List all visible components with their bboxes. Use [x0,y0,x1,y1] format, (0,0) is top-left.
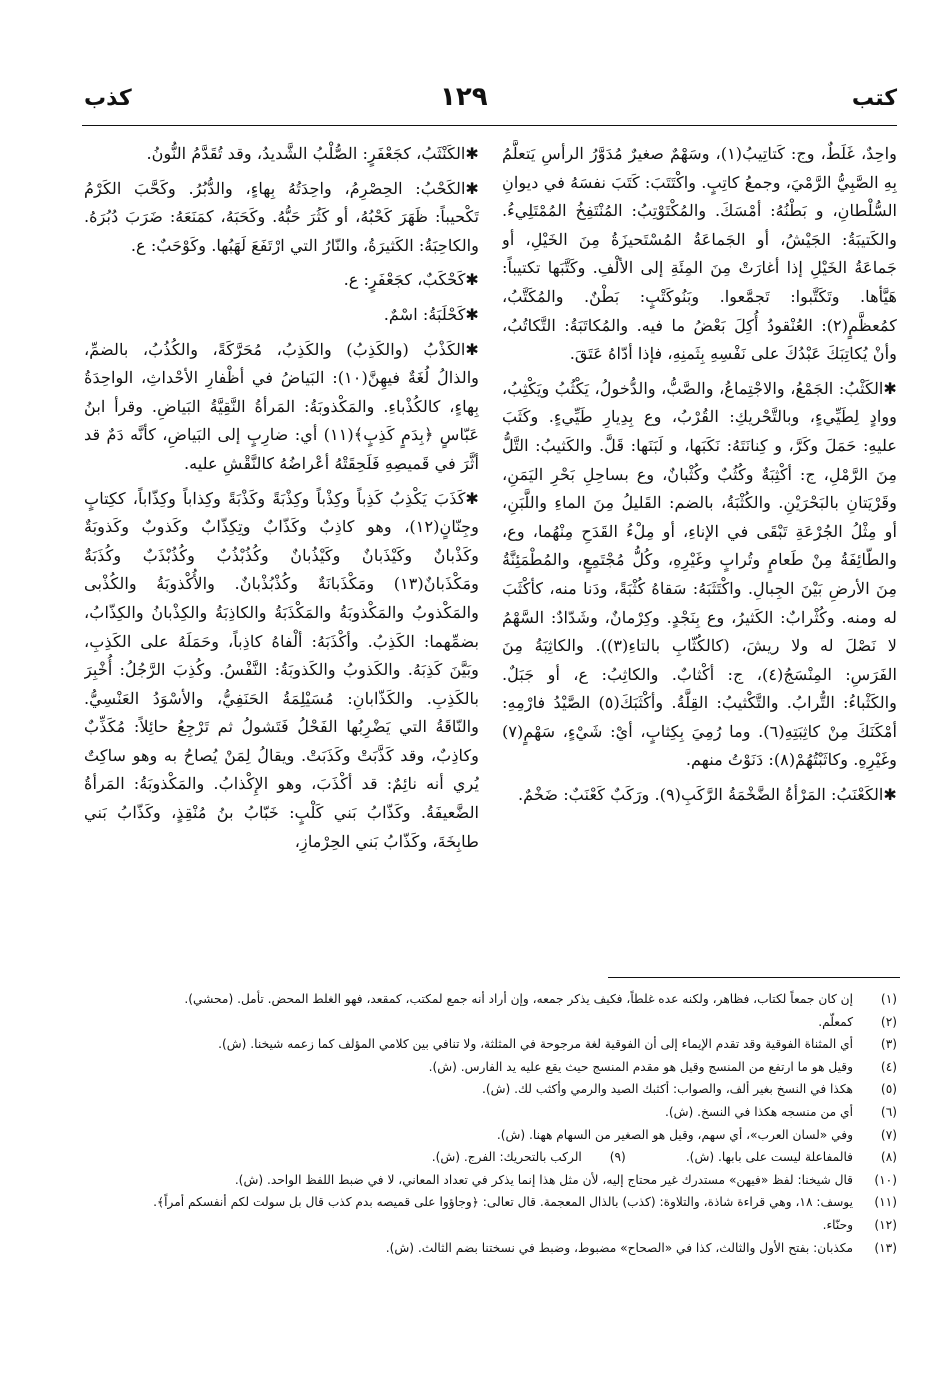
footnote-text: كمعلّم. [818,1014,853,1029]
footnote [84,1078,897,1101]
footnote-number: (٥) [880,1082,897,1097]
footnote-rule [608,977,900,978]
header-rule [82,125,897,126]
footnote-text: أي المثناة الفوقية وقد تقدم الإيماء إلى أن الفوقية لغة مرجوحة في المثلثة، ولا تنافي بين كلامي المؤلف كما زعمه شيخنا. (ش). [218,1037,853,1052]
footnote [84,1033,897,1056]
footnote-text: أي من منسجه هكذا في النسخ. (ش). [664,1104,853,1119]
footnote [84,1191,897,1214]
footnote-second [432,1146,626,1169]
entry-paragraph: ✱الكَنْثَبُ، كجَعْفَرٍ: الصُّلْبُ الشَّديدُ، وقد تُقَدَّمُ النُّونُ. [146,144,479,163]
footnote-text: وحنّاء. [822,1217,853,1232]
header-right-word: كتب [851,86,897,111]
footnote-number: (١٠) [874,1172,897,1187]
footnote-number: (٢) [880,1014,897,1029]
entry-paragraph: ✱الكَثْبُ: الجَمْعُ، والاجْتِماعُ، والصَّبُّ، والدُّخولُ، يَكْثُبُ ويَكْثِبُ، ووادٍ لِطَيِّيءٍ، وبالتَّحْريكِ: القُرْبُ، وع بِدِيارِ طَيِّيءٍ. وكَثَبَ عليهِ: حَمَلَ وكَرَّ، و كِنانَتَهُ: نَكَبَها، و لَبَنَها: قَلَّ. والكَثيبُ: التَّلُّ مِنَ الرَّمْلِ، ج: أكْثِبَةٌ وكُثُبٌ وكُثْبانٌ، وع بساحِلِ بَحْرِ اليَمَنِ، وقَرْيَتانِ بالبَحْرَيْنِ. والكُثْبَةُ، بالضم: القَليلُ مِنَ الماءِ واللَّبَنِ، أو مِثْلُ الجُرْعَةِ تَبْقَى في الإناءِ، أو مِلْءُ القَدَحِ مِنْهُما، وع، والطّائِفَةُ مِنْ طَعامٍ وتُرابٍ وغَيْرِهِ، وكُلُّ مُجْتَمِعٍ، والمُطْمَئِنَّةُ مِنَ الأرضِ بَيْنَ الجِبالِ. واكْتَثَبَهُ: سَقاهُ كُثْبَةً، ودَنا منه، كأكْثَبَ له ومنه. وكُثْرابٌ: الكَثيرُ، وع بِنَجْدٍ. وكِرْمانٌ، وشَدّادٌ: السَّهْمُ لا نَصْلَ له ولا ريشَ، (كالكُثّابِ بالتاءِ(٣)). والكاثِبَةُ مِنَ الفَرَسِ: المِنْسَجُ(٤)، ج: أكْثابٌ. والكاثِبُ: ع، أو جَبَلٌ. والكَثْباءُ: التُّرابُ. والتَّكْثيبُ: القِلَّةُ. وأكْثَبَكَ(٥) الصَّيْدُ فارْمِهِ: أمْكَنَكَ مِنْ كاثِبَتِهِ(٦). وما رُمِيَ بِكِثابٍ، أيْ: شَيْءٍ، سَهْمٍ(٧) وغَيْرِهِ. وكاثَبْتُهُمْ(٨): دَنَوْتُ منهم. [502,378,897,770]
footnote-text: يوسف: ١٨، وهي قراءة شاذة، والتلاوة: (كذب) بالذال المعجمة. قال تعالى: ﴿وجاؤوا على قميصه بدم كذب قال بل سولت لكم أنفسكم أمراً﴾. [153,1195,853,1210]
footnote [84,1011,897,1034]
footnote-text: الركب بالتحريك: الفرج. (ش). [431,1150,582,1165]
footnote [84,1237,897,1260]
footnote-number: (٨) [880,1150,897,1165]
footnote [84,1056,897,1079]
footnote-number: (٤) [880,1059,897,1074]
footnote-number: (٣) [880,1037,897,1052]
header-left-word: كذب [84,86,132,111]
footnote-number: (١٣) [874,1240,897,1255]
entry-paragraph: ✱كَذَبَ يَكْذِبُ كَذِباً وكِذْباً وكِذْبَةً وكَذْبَةً وكِذاباً وكِذّاباً، ككِتابٍ وجِنّانٍ(١٢)، وهو كاذِبٌ وكَذّابٌ وتِكِذّابٌ وكَذوبٌ وكَذوبَةٌ وكَذْبانٌ وكَيْذَبانٌ وكَيْذُبانٌ وكُذُبْذُبٌ وكُذُبْذَبٌ وكُذَبَةٌ ومَكْذَبانٌ(١٣) ومَكْذَبانَةٌ وكُذْبُذْبانٌ. والأُكْذوبَةُ والكُذْبى والمَكْذوبُ والمَكْذوبَةُ والمَكْذَبَةُ والكاذِبَةُ والكِذْبانُ والكِذّابُ، بضمِّهما: الكَذِبُ. وأكْذَبَهُ: ألْفاهُ كاذِباً، وحَمَلَهُ على الكَذِبِ، وبَيَّنَ كَذِبَهُ. والكَذوبُ والكَذوبَةُ: النَّفْسُ. وكُذِبَ الرَّجُلُ: أُخْبِرَ بالكَذِبِ. والكَذّابانِ: مُسَيْلِمَةُ الحَنَفِيُّ، والأسْوَدُ العَنْسِيُّ. والنّاقَةُ التي يَضْرِبُها الفَحْلُ فَتَشولُ ثم تَرْجِعُ حائِلاً: مُكَذِّبٌ وكاذِبٌ، وقد كَذَّبَتْ وكَذَبَتْ. ويقالُ لِمَنْ يُصاحُ به وهو ساكِتٌ يُري أنه نائِمٌ: قد أكْذَبَ، وهو الإِكْذابُ. والمَكْذوبَةُ: المَرأةُ الضَّعيفَةُ. وكَذّابُ بَني كَلْبٍ: خَبّابُ بنُ مُنْقِذٍ، وكَذّابُ بَني طابِخَةَ، وكَذّابُ بَني الحِرْمازِ، [84,488,479,851]
footnote-number: (٧) [880,1127,897,1142]
footnote-number: (١) [880,992,897,1006]
footnote-number: (٩) [609,1150,626,1165]
footnote [84,1101,897,1124]
footnote-number: (١١) [874,1195,897,1210]
footnote-text: مكذبان: بفتح الأول والثالث، كذا في «الصحاح» مضبوط، وضبط في نسختنا بضم الثالث. (ش). [385,1240,853,1255]
entry-paragraph: ✱الكَعْنَبُ: المَرْأةُ الضَّخْمَةُ الرَّكَبِ(٩). ورَكَبٌ كَعْنَبٌ: ضَخْمٌ. [517,785,897,805]
page-number: ١٢٩ [440,82,488,112]
footnote-text: فالمفاعلة ليست على بابها. (ش). [685,1150,853,1165]
footnote [84,1124,897,1147]
right-column [502,140,897,920]
footnote-number: (٦) [880,1104,897,1119]
entry-paragraph: ✱كَحْلَبَةُ: اسْمٌ. [383,304,479,324]
footnote-text: إن كان جمعاً لكتاب، فظاهر، ولكنه عده غلطاً، فكيف يذكر جمعه، وإن أراد أنه جمع لمكتب، كمقعد، فهو الغلط المحض. تأمل. (محشي). [184,992,853,1006]
footnotes [84,988,897,1318]
entry-paragraph: ✱كَحْكَبٌ، كجَعْفَرٍ: ع. [343,270,479,290]
footnote-text: قال شيخنا: لفظ «فيهن» مستدرك غير محتاج إليه، لأن مثل هذا إنما يذكر في تعداد المعاني، لا في ضبط اللفظ الواحد. (ش). [234,1172,853,1187]
entry-paragraph: ✱الكَحْبُ: الحِصْرِمُ، واحِدَتُهُ بِهاءٍ، والدُّبُرُ. وكَحَّبَ الكَرْمُ تَكْحيباً: ظَهَرَ كَحْبُهُ، أو كَثُرَ حَبُّهُ. وكَحَبَهُ، كمَنَعَهُ: ضَرَبَ دُبُرَهُ. والكاحِبَةُ: الكَثيرَةُ، والنّارُ التي ارْتَفَعَ لَهَبُها. وكَوْحَبٌ: ع. [84,178,479,255]
footnote [84,988,897,1011]
left-column [84,140,479,956]
footnote-text: وفي «لسان العرب»، أي سهم، وقيل هو الصغير من السهام ههنا. (ش). [496,1127,853,1142]
footnote [84,1214,897,1237]
entry-paragraph: واحِدٌ، غَلَطٌ، وج: كَتاتِيبُ(١)، وسَهْمٌ صغيرٌ مُدَوَّرُ الرأسِ يَتعلَّمُ بِهِ الصَّبِيُّ الرَّمْيَ، وجمعُ كاتِبٍ. واكْتَتَبَ: كَتَبَ نفسَهُ في ديوانِ السُّلْطانِ، و بَطْنُهُ: أمْسَكَ. والمُكْتَوْتِبُ: المُنْتَفِخُ المُمْتَلِيءُ. والكَتيبَةُ: الجَيْشُ، أو الجَماعَةُ المُسْتَحيزَةُ مِنَ الخَيْلِ، أو جَماعَةُ الخَيْلِ إذا أغارَتْ مِنَ المِئَةِ إلى الألْفِ. وكَتَّبَها تكتيباً: هَيَّأها. وتَكَتَّبوا: تَجمَّعوا. وبَنُوكَتْبٍ: بَطْنٌ. والمُكَتَّبُ، كمُعظَّمٍ(٢): العُنْقودُ أُكِلَ بَعْضُ ما فيه. والمُكاتَبَةُ: التَّكاتُبُ، وأنْ يُكاتِبَكَ عَبْدُكَ على نَفْسِهِ بِثَمنِهِ، فإذا أدّاهُ عَتَقَ. [502,144,897,364]
footnote-text: وقيل هو ما ارتفع من المنسج وقيل هو مقدم المنسج حيث يقع عليه يد الفارس. (ش). [428,1059,853,1074]
entry-paragraph: ✱الكَذْبُ (والكَذِبُ) والكَذِبُ، مُحَرَّكَةً، والكُذُبُ، بالضمِّ، والذالُ لُغَةٌ فيهِنَّ(١٠): البَياضُ في أظْفارِ الأحْداثِ، الواحِدَةُ بِهاءٍ، كالكُذْباءِ. والمَكْذوبَةُ: المَرأةُ النَّقِيَّةُ البَياضِ. وقرأ ابنُ عَبّاسٍ ﴿بِدَمٍ كَذِبٍ﴾(١١) أي: ضارِبٍ إلى البَياضِ، كأنَّه دَمٌ قد أثَّرَ في قَميصِهِ فَلَحِقَتْهُ أعْراضُهُ كالنَّقْشِ عليه. [84,339,479,473]
footnote [84,1169,897,1192]
footnote [84,1146,897,1169]
footnote-text: هكذا في النسخ بغير ألف، والصواب: أكثبك الصيد والرمي وأكثب لك. (ش). [482,1082,853,1097]
footnote-number: (١٢) [874,1217,897,1232]
